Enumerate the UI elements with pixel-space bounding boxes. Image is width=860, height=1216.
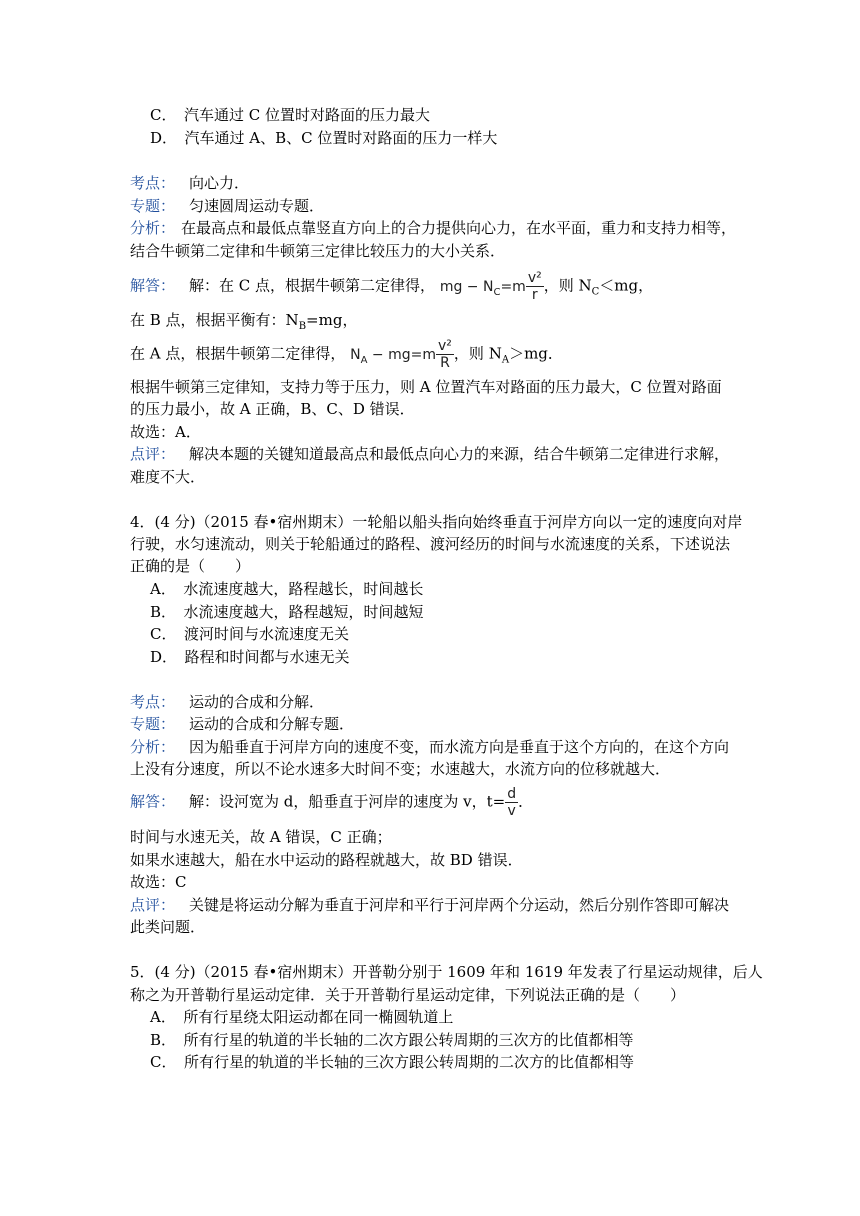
formula-newton-a: $N_A - mg=m$ $\frac{\text{v²}}{R}$ [350, 338, 452, 371]
q3-jieda-line1: 解答： 解：在 C 点，根据牛顿第二定律得， mg − $N_C=m$ $\frac{\text{v²}}{r}$ ，则 $N_C<mg$， [130, 270, 654, 303]
q4-jieda-line3: 如果水速越大，船在水中运动的路程就越大，故 BD 错误． [130, 851, 523, 869]
fraction-v2-R: $\frac{\text{v²}}{R}$ [438, 338, 452, 371]
fenxi-label: 分析： [130, 219, 176, 237]
q3-dianping-cont: 难度不大． [130, 468, 206, 486]
q3-kaodian [130, 172, 249, 194]
fenxi-text: 在最高点和最低点靠竖直方向上的合力提供向心力，在水平面，重力和支持力相等， [181, 219, 737, 237]
q3-zhuanti [130, 195, 324, 217]
q3-option-c: C． 汽车通过 C 位置时对路面的压力最大 [150, 106, 430, 124]
q3-jieda-line5: 的压力最小，故 A 正确，B、C、D 错误． [130, 400, 415, 418]
q4-answer: 故选：C [130, 873, 187, 891]
q3-option-d: D． 汽车通过 A、B、C 位置时对路面的压力一样大 [150, 129, 498, 147]
q3-jieda-line3: 在 A 点，根据牛顿第二定律得， $N_A - mg=m$ $\frac{\text{v²}}{R}$ ，则 $N_A>mg$． [130, 338, 563, 371]
q5-stem-2: 称之为开普勒行星运动定律．关于开普勒行星运动定律，下列说法正确的是（ ） [130, 986, 686, 1004]
q3-fenxi [130, 217, 736, 239]
q4-jieda-line1: 解答： 解：设河宽为 d，船垂直于河岸的速度为 v，t= $\frac{d}{v}$ ． [130, 786, 534, 819]
q4-kaodian: 考点： 运动的合成和分解． [130, 693, 325, 711]
jieda-label: 解答： [130, 276, 176, 295]
q4-option-d: D． 路程和时间都与水速无关 [150, 648, 350, 666]
q4-option-a: A． 水流速度越大，路程越长，时间越长 [150, 580, 424, 598]
zhuanti-text: 匀速圆周运动专题． [189, 197, 325, 215]
q4-option-c: C． 渡河时间与水流速度无关 [150, 625, 349, 643]
q5-stem-1: 5．(4 分)（2015 春•宿州期末）开普勒分别于 1609 年和 1619 年发表了行星运动规律，后人 [130, 963, 763, 981]
q4-jieda-line2: 时间与水速无关，故 A 错误，C 正确； [130, 828, 392, 846]
kaodian-label: 考点： [130, 174, 176, 192]
q4-option-b: B． 水流速度越大，路程越短，时间越短 [150, 603, 424, 621]
q4-fenxi-cont: 上没有分速度，所以不论水速多大时间不变；水速越大，水流方向的位移就越大． [130, 760, 671, 778]
q4-zhuanti: 专题： 运动的合成和分解专题． [130, 715, 355, 733]
q5-option-c: C． 所有行星的轨道的半长轴的三次方跟公转周期的二次方的比值都相等 [150, 1053, 634, 1071]
q4-stem-1: 4．(4 分)（2015 春•宿州期末）一轮船以船头指向始终垂直于河岸方向以一定的速度向对岸 [130, 513, 743, 531]
q4-stem-2: 行驶，水匀速流动，则关于轮船通过的路程、渡河经历的时间与水流速度的关系，下述说法 [130, 535, 731, 553]
q3-jieda-line2: 在 B 点，根据平衡有：$N_B=mg$， [130, 311, 358, 332]
q3-dianping: 点评： 解决本题的关键知道最高点和最低点向心力的来源，结合牛顿第二定律进行求解， [130, 445, 730, 463]
q5-option-b: B． 所有行星的轨道的半长轴的二次方跟公转周期的三次方的比值都相等 [150, 1031, 634, 1049]
q3-jieda-line4: 根据牛顿第三定律知，支持力等于压力，则 A 位置汽车对路面的压力最大，C 位置对路面 [130, 378, 722, 396]
zhuanti-label: 专题： [130, 197, 176, 215]
dianping-label: 点评： [130, 445, 176, 463]
formula-newton-c: mg − $N_C=m$ $\frac{\text{v²}}{r}$ [439, 270, 542, 303]
q5-option-a: A． 所有行星绕太阳运动都在同一椭圆轨道上 [150, 1008, 454, 1026]
fraction-d-v: $\frac{d}{v}$ [507, 786, 517, 819]
q3-fenxi-cont: 结合牛顿第二定律和牛顿第三定律比较压力的大小关系． [130, 242, 506, 260]
kaodian-text: 向心力． [189, 174, 250, 192]
fraction-v2-r: $\frac{\text{v²}}{r}$ [527, 270, 542, 303]
q4-dianping: 点评： 关键是将运动分解为垂直于河岸和平行于河岸两个分运动，然后分别作答即可解决 [130, 896, 730, 914]
q4-dianping-cont: 此类问题． [130, 918, 206, 936]
q4-fenxi: 分析： 因为船垂直于河岸方向的速度不变，而水流方向是垂直于这个方向的，在这个方向 [130, 738, 730, 756]
q4-stem-3: 正确的是（ ） [130, 557, 251, 575]
q3-answer: 故选：A． [130, 423, 201, 441]
